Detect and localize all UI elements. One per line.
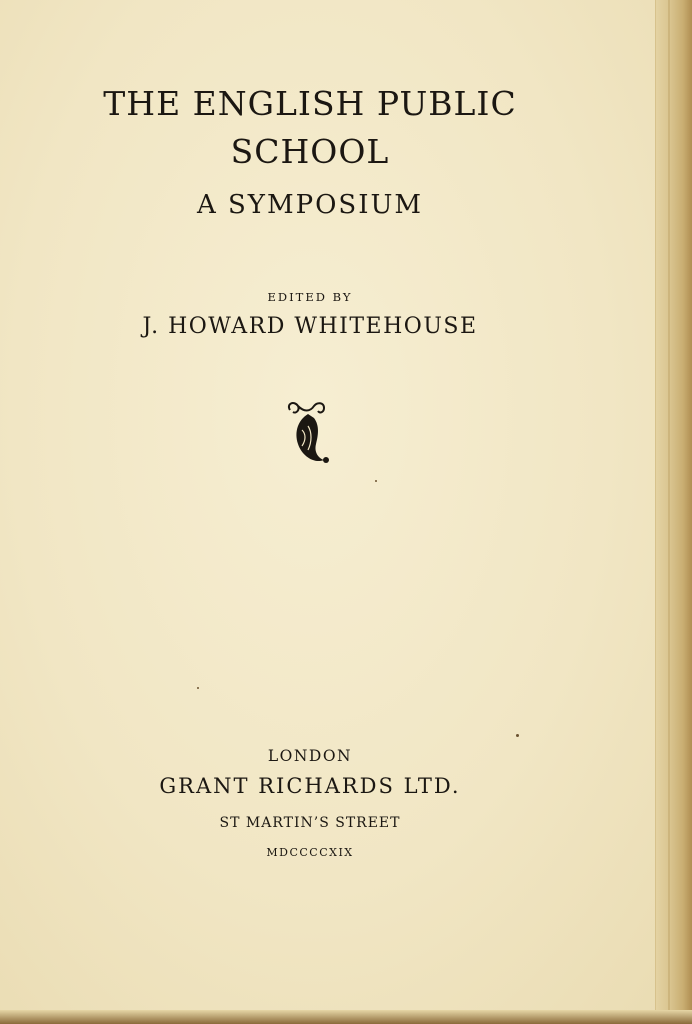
page-edge [655,0,692,1024]
imprint-publisher: GRANT RICHARDS LTD. [159,774,461,798]
imprint-year: MDCCCCXIX [266,846,354,859]
edited-by-label: EDITED BY [267,290,353,304]
imprint-street: ST MARTIN’S STREET [219,815,401,831]
book-title-line-2: SCHOOL [230,132,390,171]
book-title-line-1: THE ENGLISH PUBLIC [103,84,517,123]
paper-speck [375,480,377,482]
bottom-edge [0,1010,692,1024]
printers-ornament-icon [284,400,332,468]
imprint-city: LONDON [267,747,353,765]
book-subtitle: A SYMPOSIUM [196,190,424,220]
editor-name: J. HOWARD WHITEHOUSE [142,314,478,339]
page-edge-line [668,0,670,1024]
paper-speck [516,734,519,737]
paper-speck [197,687,199,689]
